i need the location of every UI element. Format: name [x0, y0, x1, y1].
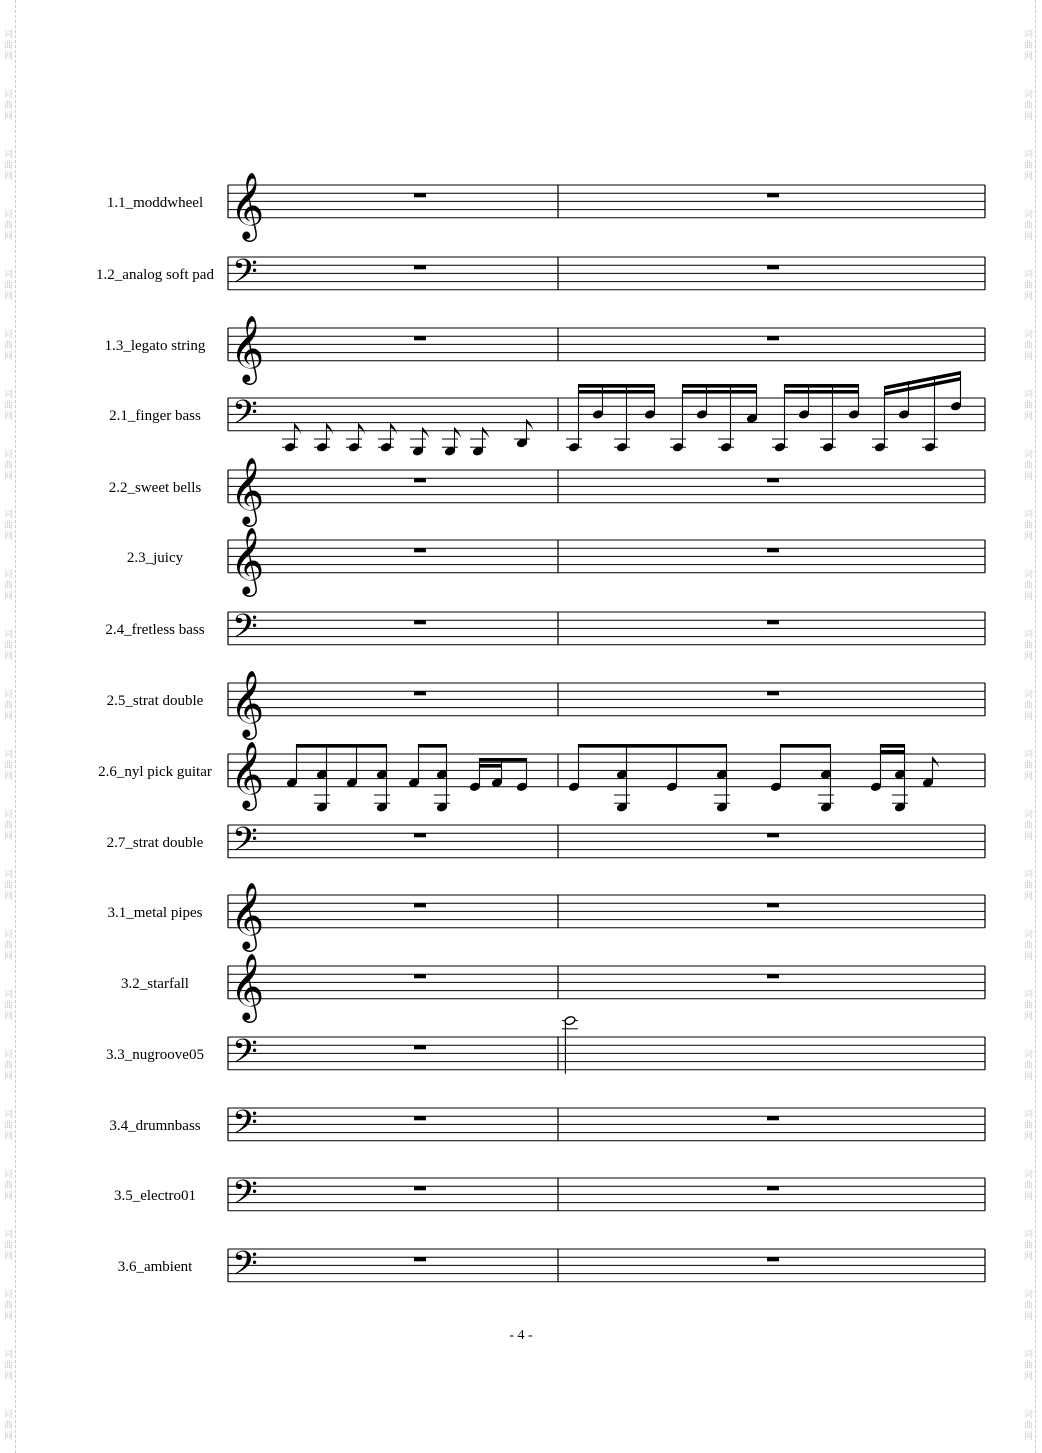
watermark-glyph: 网	[4, 1372, 14, 1382]
watermark-glyph: 网	[4, 292, 14, 302]
note-beam	[881, 750, 905, 754]
watermark-glyph: 网	[1024, 1192, 1034, 1202]
whole-rest	[767, 336, 779, 340]
watermark-glyph: 词	[1024, 1050, 1034, 1060]
staff-15	[228, 1174, 985, 1220]
watermark-glyph: 词	[1024, 90, 1034, 100]
watermark-glyph: 词	[4, 30, 14, 40]
watermark-glyph: 词	[1024, 570, 1034, 580]
watermark-glyph: 网	[1024, 292, 1034, 302]
watermark-glyph: 网	[4, 952, 14, 962]
instrument-label: 3.4_drumnbass	[109, 1118, 201, 1134]
watermark-glyph: 网	[1024, 1012, 1034, 1022]
note-beam	[785, 390, 859, 394]
instrument-label: 2.5_strat double	[106, 693, 204, 709]
instrument-label: 3.5_electro01	[113, 1188, 197, 1204]
whole-rest	[767, 1116, 779, 1120]
watermark-glyph: 词	[4, 810, 14, 820]
watermark-glyph: 网	[1024, 892, 1034, 902]
whole-rest	[414, 265, 426, 269]
note-beam	[785, 384, 859, 388]
watermark-glyph: 曲	[1024, 41, 1034, 51]
watermark-glyph: 网	[1024, 1132, 1034, 1142]
bass-clef: 𝄢	[232, 1033, 258, 1079]
watermark-glyph: 曲	[1024, 1421, 1034, 1431]
watermark-glyph: 网	[1024, 1372, 1034, 1382]
note-flag	[327, 423, 334, 435]
watermark-glyph: 曲	[4, 461, 14, 471]
staff-4	[228, 371, 985, 456]
bass-clef: 𝄢	[232, 1245, 258, 1291]
watermark-glyph: 曲	[1024, 941, 1034, 951]
watermark-glyph: 网	[1024, 352, 1034, 362]
watermark-glyph: 词	[1024, 1350, 1034, 1360]
staff-10	[228, 821, 985, 867]
watermark-glyph: 网	[4, 1012, 14, 1022]
watermark-glyph: 曲	[1024, 1301, 1034, 1311]
note-beam	[781, 744, 831, 748]
note-flag	[455, 427, 462, 439]
whole-rest	[414, 1257, 426, 1261]
watermark-glyph: 网	[4, 1312, 14, 1322]
whole-rest	[767, 193, 779, 197]
treble-clef: 𝄞	[230, 669, 265, 737]
treble-clef: 𝄞	[230, 740, 265, 808]
watermark-glyph: 曲	[1024, 701, 1034, 711]
whole-rest	[414, 903, 426, 907]
watermark-glyph: 曲	[4, 1061, 14, 1071]
watermark-glyph: 词	[4, 1110, 14, 1120]
staff-12	[228, 952, 985, 1023]
instrument-label: 3.6_ambient	[117, 1259, 193, 1275]
watermark-glyph: 曲	[1024, 341, 1034, 351]
staff-2	[228, 253, 985, 299]
note-beam	[579, 384, 655, 388]
watermark-glyph: 词	[4, 570, 14, 580]
note-beam	[683, 390, 757, 394]
watermark-glyph: 词	[4, 690, 14, 700]
whole-rest	[767, 903, 779, 907]
watermark-glyph: 词	[4, 630, 14, 640]
instrument-label: 1.1_moddwheel	[106, 195, 204, 211]
watermark-glyph: 曲	[4, 1121, 14, 1131]
watermark-glyph: 曲	[4, 101, 14, 111]
treble-clef: 𝄞	[230, 314, 265, 382]
watermark-glyph: 曲	[1024, 101, 1034, 111]
staff-8	[228, 669, 985, 740]
whole-rest	[767, 620, 779, 624]
watermark-glyph: 词	[1024, 330, 1034, 340]
watermark-glyph: 网	[1024, 172, 1034, 182]
staff-3	[228, 314, 985, 385]
watermark-glyph: 曲	[1024, 1121, 1034, 1131]
watermark-glyph: 网	[4, 1192, 14, 1202]
watermark-glyph: 词	[4, 390, 14, 400]
whole-rest	[767, 1257, 779, 1261]
whole-rest	[414, 336, 426, 340]
watermark-glyph: 词	[1024, 750, 1034, 760]
watermark-glyph: 曲	[4, 401, 14, 411]
watermark-glyph: 网	[4, 172, 14, 182]
note-beam	[881, 744, 905, 748]
watermark-glyph: 词	[4, 510, 14, 520]
note-flag	[527, 419, 534, 431]
watermark-glyph: 词	[4, 450, 14, 460]
watermark-glyph: 网	[4, 832, 14, 842]
watermark-glyph: 曲	[4, 1241, 14, 1251]
watermark-glyph: 词	[1024, 630, 1034, 640]
watermark-glyph: 网	[1024, 652, 1034, 662]
instrument-label: 2.3_juicy	[126, 550, 184, 566]
watermark-glyph: 网	[1024, 112, 1034, 122]
watermark-glyph: 曲	[4, 941, 14, 951]
watermark-glyph: 曲	[1024, 821, 1034, 831]
note-beam	[480, 758, 527, 762]
instrument-label: 2.2_sweet bells	[108, 480, 202, 496]
note-flag	[423, 427, 430, 439]
watermark-glyph: 曲	[1024, 521, 1034, 531]
note-beam	[683, 384, 757, 388]
instrument-label: 1.2_analog soft pad	[96, 267, 214, 283]
whole-rest	[767, 974, 779, 978]
bass-clef: 𝄢	[232, 394, 258, 440]
watermark-glyph: 曲	[1024, 1181, 1034, 1191]
watermark-glyph: 词	[4, 1410, 14, 1420]
bass-clef: 𝄢	[232, 821, 258, 867]
watermark-glyph: 网	[4, 1072, 14, 1082]
whole-rest	[414, 1045, 426, 1049]
whole-rest	[767, 833, 779, 837]
bass-clef: 𝄢	[232, 1174, 258, 1220]
watermark-glyph: 曲	[1024, 581, 1034, 591]
watermark-glyph: 曲	[4, 281, 14, 291]
treble-clef: 𝄞	[230, 952, 265, 1020]
note-flag	[295, 423, 302, 435]
watermark-glyph: 曲	[1024, 641, 1034, 651]
watermark-glyph: 曲	[4, 1301, 14, 1311]
watermark-glyph: 词	[1024, 930, 1034, 940]
treble-clef: 𝄞	[230, 171, 265, 239]
watermark-glyph: 词	[4, 1170, 14, 1180]
watermark-glyph: 网	[4, 352, 14, 362]
whole-rest	[767, 1186, 779, 1190]
treble-clef: 𝄞	[230, 456, 265, 524]
staff-14	[228, 1104, 985, 1150]
staff-7	[228, 608, 985, 654]
watermark-glyph: 网	[1024, 772, 1034, 782]
watermark-glyph: 词	[4, 1350, 14, 1360]
watermark-glyph: 曲	[1024, 761, 1034, 771]
watermark-glyph: 词	[1024, 1290, 1034, 1300]
watermark-glyph: 网	[4, 1252, 14, 1262]
watermark-glyph: 曲	[4, 641, 14, 651]
instrument-label: 3.3_nugroove05	[106, 1047, 204, 1063]
watermark-glyph: 网	[4, 892, 14, 902]
note-beam	[480, 764, 502, 768]
watermark-glyph: 曲	[1024, 1241, 1034, 1251]
bass-clef: 𝄢	[232, 1104, 258, 1150]
watermark-glyph: 网	[4, 652, 14, 662]
watermark-glyph: 曲	[4, 701, 14, 711]
watermark-glyph: 词	[1024, 870, 1034, 880]
watermark-glyph: 曲	[4, 341, 14, 351]
whole-rest	[414, 620, 426, 624]
watermark-glyph: 词	[4, 1230, 14, 1240]
watermark-glyph: 曲	[4, 1181, 14, 1191]
watermark-glyph: 曲	[4, 1361, 14, 1371]
watermark-glyph: 曲	[4, 1001, 14, 1011]
watermark-glyph: 曲	[4, 161, 14, 171]
watermark-glyph: 词	[1024, 150, 1034, 160]
watermark-glyph: 网	[1024, 832, 1034, 842]
instrument-label: 1.3_legato string	[104, 338, 206, 354]
whole-rest	[414, 548, 426, 552]
watermark-glyph: 曲	[1024, 401, 1034, 411]
watermark-glyph: 词	[1024, 690, 1034, 700]
whole-rest	[414, 691, 426, 695]
watermark-glyph: 网	[4, 592, 14, 602]
watermark-glyph: 网	[1024, 952, 1034, 962]
watermark-glyph: 曲	[4, 761, 14, 771]
note-beam	[579, 744, 727, 748]
watermark-glyph: 曲	[4, 221, 14, 231]
watermark-glyph: 曲	[4, 1421, 14, 1431]
note-flag	[391, 423, 398, 435]
watermark-glyph: 词	[4, 270, 14, 280]
watermark-glyph: 词	[4, 750, 14, 760]
watermark-glyph: 网	[1024, 532, 1034, 542]
whole-rest	[414, 478, 426, 482]
instrument-label: 2.1_finger bass	[109, 408, 201, 424]
whole-rest	[767, 691, 779, 695]
watermark-glyph: 网	[4, 532, 14, 542]
watermark-glyph: 曲	[1024, 221, 1034, 231]
watermark-glyph: 曲	[1024, 461, 1034, 471]
whole-rest	[414, 193, 426, 197]
watermark-glyph: 词	[4, 1290, 14, 1300]
watermark-glyph: 网	[1024, 1312, 1034, 1322]
watermark-glyph: 词	[1024, 990, 1034, 1000]
watermark-glyph: 网	[1024, 712, 1034, 722]
treble-clef: 𝄞	[230, 881, 265, 949]
instrument-label: 2.4_fretless bass	[105, 622, 205, 638]
note-beam	[579, 390, 655, 394]
staff-6	[228, 526, 985, 597]
watermark-glyph: 网	[4, 412, 14, 422]
note-beam	[297, 744, 387, 748]
watermark-glyph: 词	[4, 870, 14, 880]
watermark-glyph: 词	[1024, 30, 1034, 40]
watermark-glyph: 词	[4, 990, 14, 1000]
watermark-glyph: 曲	[4, 581, 14, 591]
bass-clef: 𝄢	[232, 253, 258, 299]
treble-clef: 𝄞	[230, 526, 265, 594]
watermark-glyph: 曲	[4, 41, 14, 51]
note-flag	[359, 423, 366, 435]
watermark-glyph: 词	[1024, 510, 1034, 520]
watermark-glyph: 网	[4, 232, 14, 242]
instrument-label: 3.1_metal pipes	[107, 905, 203, 921]
watermark-glyph: 词	[1024, 270, 1034, 280]
whole-rest	[767, 548, 779, 552]
watermark-glyph: 网	[4, 472, 14, 482]
watermark-glyph: 词	[1024, 1410, 1034, 1420]
watermark-glyph: 曲	[1024, 1001, 1034, 1011]
staff-9	[228, 740, 985, 812]
watermark-glyph: 网	[1024, 52, 1034, 62]
staff-16	[228, 1245, 985, 1291]
instrument-label: 3.2_starfall	[121, 976, 189, 992]
watermark-glyph: 词	[4, 90, 14, 100]
staff-11	[228, 881, 985, 952]
watermark-glyph: 网	[4, 52, 14, 62]
watermark-glyph: 词	[1024, 450, 1034, 460]
page-number: - 4 -	[509, 1328, 533, 1343]
whole-rest	[414, 1186, 426, 1190]
watermark-glyph: 曲	[1024, 281, 1034, 291]
bass-clef: 𝄢	[232, 608, 258, 654]
whole-rest	[414, 974, 426, 978]
watermark-glyph: 词	[4, 210, 14, 220]
watermark-glyph: 曲	[4, 821, 14, 831]
whole-rest	[414, 1116, 426, 1120]
watermark-glyph: 网	[1024, 592, 1034, 602]
watermark-glyph: 网	[4, 1132, 14, 1142]
watermark-glyph: 曲	[4, 881, 14, 891]
staff-13	[228, 1016, 985, 1079]
watermark-glyph: 网	[4, 112, 14, 122]
watermark-glyph: 网	[1024, 412, 1034, 422]
whole-rest	[767, 478, 779, 482]
note-beam	[419, 744, 447, 748]
watermark-glyph: 网	[4, 712, 14, 722]
watermark-glyph: 曲	[1024, 1061, 1034, 1071]
watermark-glyph: 网	[1024, 1072, 1034, 1082]
staff-5	[228, 456, 985, 527]
watermark-glyph: 曲	[1024, 1361, 1034, 1371]
watermark-glyph: 词	[4, 930, 14, 940]
watermark-glyph: 网	[4, 1432, 14, 1442]
watermark-glyph: 词	[1024, 1110, 1034, 1120]
watermark-glyph: 词	[1024, 210, 1034, 220]
watermark-glyph: 词	[4, 1050, 14, 1060]
watermark-glyph: 词	[4, 330, 14, 340]
watermark-glyph: 曲	[4, 521, 14, 531]
watermark-glyph: 网	[1024, 472, 1034, 482]
instrument-label: 2.6_nyl pick guitar	[98, 764, 212, 780]
whole-rest	[414, 833, 426, 837]
watermark-glyph: 词	[1024, 1230, 1034, 1240]
watermark-glyph: 词	[1024, 1170, 1034, 1180]
watermark-glyph: 词	[4, 150, 14, 160]
watermark-glyph: 曲	[1024, 881, 1034, 891]
watermark-glyph: 曲	[1024, 161, 1034, 171]
watermark-glyph: 网	[1024, 1252, 1034, 1262]
whole-rest	[767, 265, 779, 269]
watermark-glyph: 网	[1024, 1432, 1034, 1442]
watermark-glyph: 词	[1024, 810, 1034, 820]
watermark-glyph: 网	[4, 772, 14, 782]
watermark-glyph: 词	[1024, 390, 1034, 400]
staff-1	[228, 171, 985, 242]
instrument-label: 2.7_strat double	[106, 835, 204, 851]
watermark-glyph: 网	[1024, 232, 1034, 242]
note-flag	[483, 427, 490, 439]
